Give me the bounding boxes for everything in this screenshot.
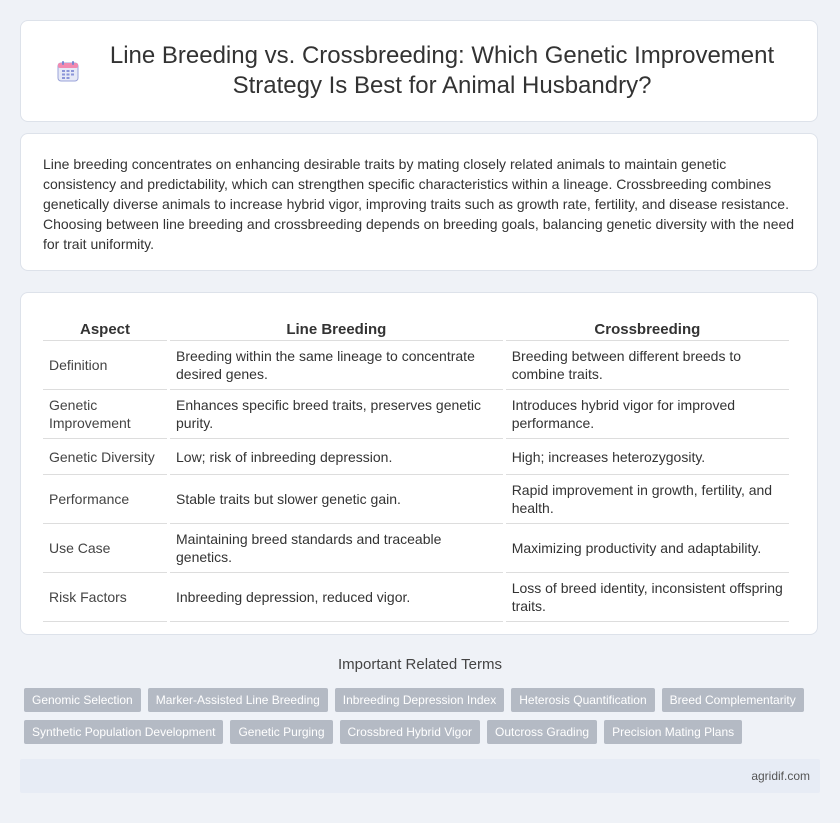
term-tag[interactable]: Synthetic Population Development [24,720,223,744]
row-aspect: Genetic Diversity [43,439,167,475]
intro-card [20,133,818,271]
intro-paragraph: Line breeding concentrates on enhancing desirable traits by mating closely related animals to maintain genetic consistency and predictability, which can strengthen specific characteristics within a lineage. Crossbreeding combines genetically diverse animals to increase hybrid vigor, improving traits such as growth rate, fertility, and disease resistance. Choosing between line breeding and crossbreeding depends on breeding goals, balancing genetic diversity with the need for trait uniformity. [43,156,795,252]
page-title: Line Breeding vs. Crossbreeding: Which Genetic Improvement Strategy Is Best for Animal Husbandry? [109,42,775,99]
row-crossbreeding: Maximizing productivity and adaptability. [506,524,789,573]
term-tag[interactable]: Crossbred Hybrid Vigor [340,720,481,744]
header-aspect: Aspect [43,315,167,341]
header-line-breeding: Line Breeding [170,315,503,341]
comparison-table-card [20,292,818,635]
row-crossbreeding: Rapid improvement in growth, fertility, and health. [506,475,789,524]
row-line-breeding: Stable traits but slower genetic gain. [170,475,503,524]
table-row [43,390,789,439]
table-header-row [43,315,789,341]
table-row [43,439,789,475]
title-wrap [56,41,782,101]
row-aspect: Performance [43,475,167,524]
row-aspect: Genetic Improvement [43,390,167,439]
title-card [20,20,818,122]
term-tag[interactable]: Genetic Purging [230,720,332,744]
calendar-icon [56,59,80,83]
row-line-breeding: Breeding within the same lineage to concentrate desired genes. [170,341,503,390]
row-aspect: Use Case [43,524,167,573]
row-crossbreeding: Breeding between different breeds to combine traits. [506,341,789,390]
term-tag[interactable]: Breed Complementarity [662,688,804,712]
term-tag[interactable]: Heterosis Quantification [511,688,654,712]
row-line-breeding: Inbreeding depression, reduced vigor. [170,573,503,622]
term-tag[interactable]: Genomic Selection [24,688,141,712]
row-crossbreeding: Loss of breed identity, inconsistent offspring traits. [506,573,789,622]
row-crossbreeding: Introduces hybrid vigor for improved performance. [506,390,789,439]
row-line-breeding: Enhances specific breed traits, preserves genetic purity. [170,390,503,439]
table-row [43,475,789,524]
row-line-breeding: Maintaining breed standards and traceable genetics. [170,524,503,573]
related-terms-list [24,688,824,752]
footer [20,759,820,793]
row-aspect: Definition [43,341,167,390]
term-tag[interactable]: Marker-Assisted Line Breeding [148,688,328,712]
table-row [43,341,789,390]
row-line-breeding: Low; risk of inbreeding depression. [170,439,503,475]
term-tag[interactable]: Inbreeding Depression Index [335,688,504,712]
table-row [43,573,789,622]
footer-site-link[interactable]: agridif.com [751,769,810,783]
header-crossbreeding: Crossbreeding [506,315,789,341]
table-row [43,524,789,573]
comparison-table [40,315,792,622]
related-terms-heading: Important Related Terms [338,656,502,673]
term-tag[interactable]: Precision Mating Plans [604,720,742,744]
row-crossbreeding: High; increases heterozygosity. [506,439,789,475]
term-tag[interactable]: Outcross Grading [487,720,597,744]
row-aspect: Risk Factors [43,573,167,622]
